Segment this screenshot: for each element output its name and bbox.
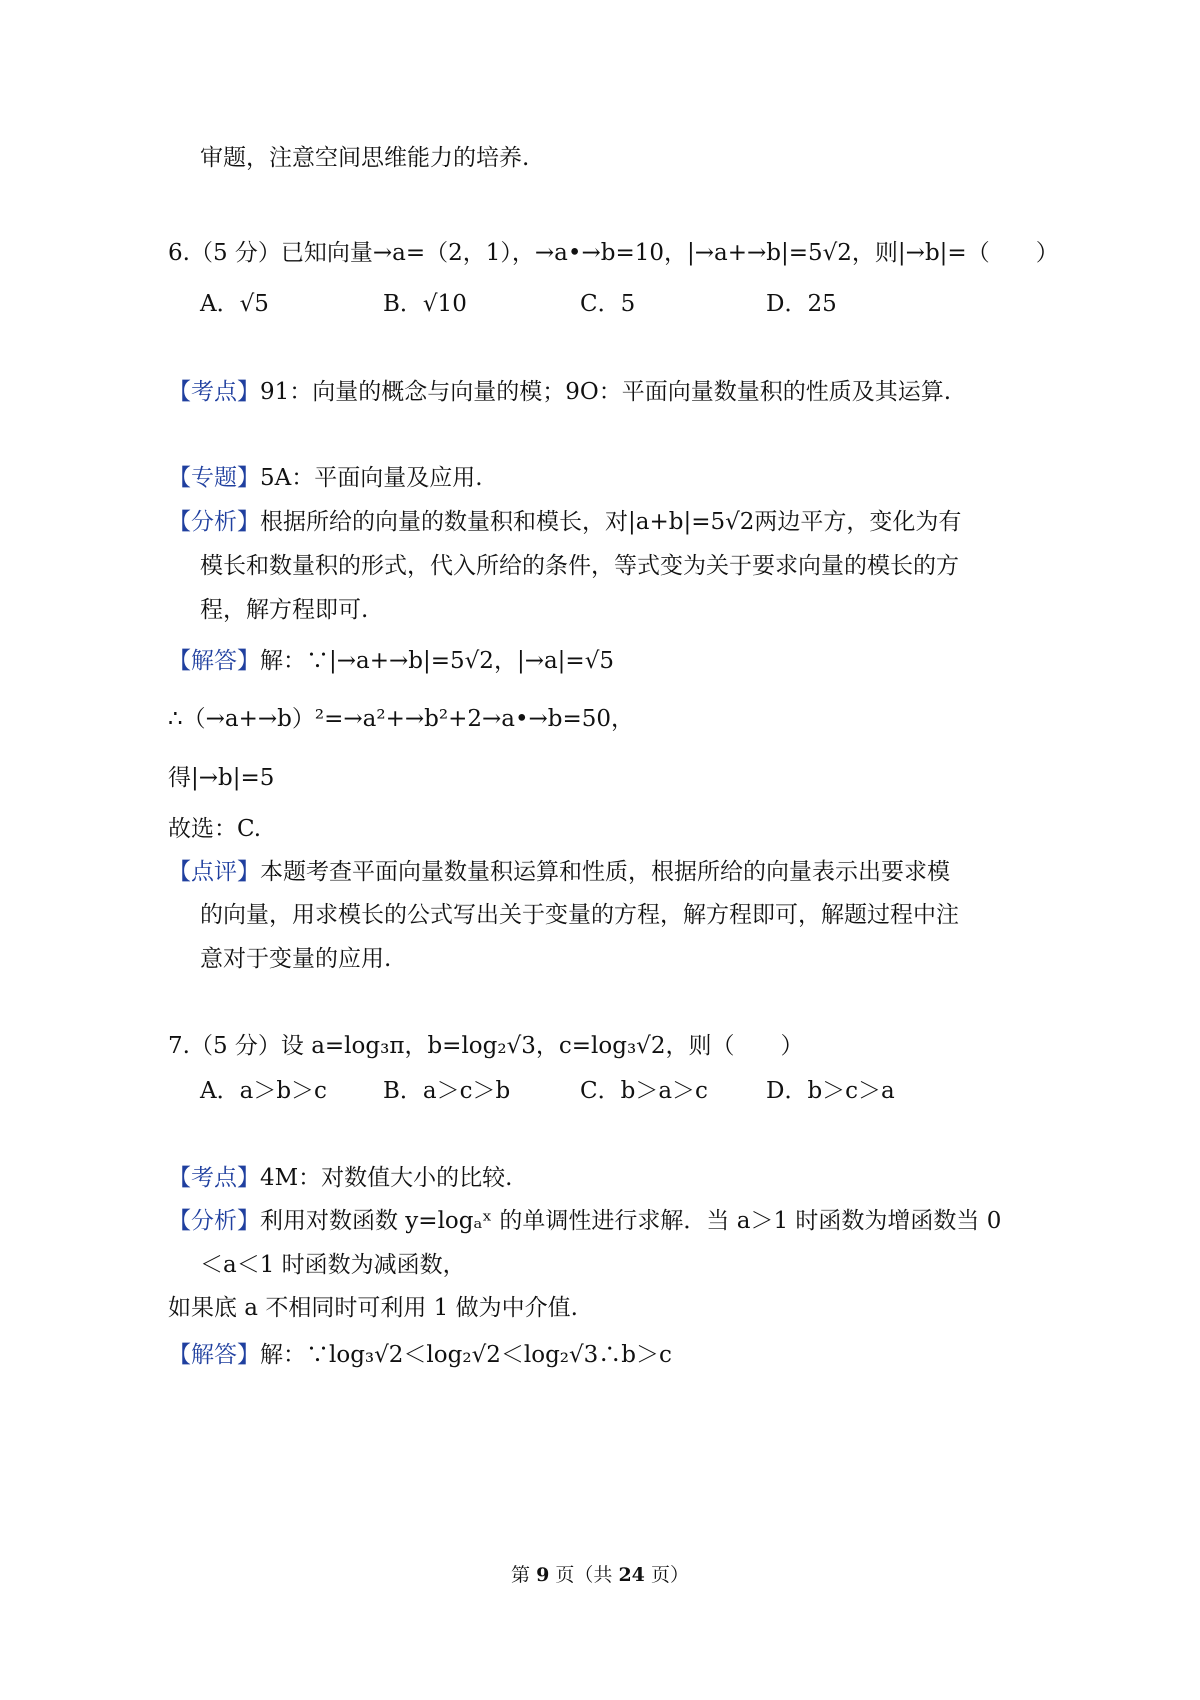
jieda-text: 解：∵log₃√2＜log₂√2＜log₂√3∴b＞c xyxy=(260,1342,672,1368)
question-7: 7.（5 分）设 a=log₃π，b=log₂√3，c=log₃√2，则（ ） xyxy=(168,1033,804,1059)
fenxi-tag: 【分析】 xyxy=(168,1208,260,1234)
dianping-text: 的向量，用求模长的公式写出关于变量的方程，解方程即可，解题过程中注 xyxy=(200,902,959,928)
kaodian-line xyxy=(168,1163,513,1193)
text-line: 审题，注意空间思维能力的培养. xyxy=(200,145,530,171)
question-6: 6.（5 分）已知向量→a=（2，1），→a•→b=10，|→a+→b|=5√2，则|→b|=（ ） xyxy=(168,240,1059,266)
jieda-text: 解：∵|→a+→b|=5√2，|→a|=√5 xyxy=(260,648,614,674)
option-c: C．b＞a＞c xyxy=(580,1078,708,1104)
kaodian-tag: 【考点】 xyxy=(168,1165,260,1191)
option-c: C．5 xyxy=(580,291,636,317)
jieda-tag: 【解答】 xyxy=(168,1342,260,1368)
jieda-line xyxy=(168,646,614,676)
jieda-tag: 【解答】 xyxy=(168,648,260,674)
fenxi-text: 如果底 a 不相同时可利用 1 做为中介值. xyxy=(168,1295,578,1321)
option-a: A．√5 xyxy=(200,291,269,317)
fenxi-text: ＜a＜1 时函数为减函数， xyxy=(200,1252,466,1278)
jieda-line xyxy=(168,1340,672,1370)
dianping-text: 意对于变量的应用. xyxy=(200,946,392,972)
jieda-text: 得|→b|=5 xyxy=(168,765,275,791)
page-number: 9 xyxy=(536,1564,550,1586)
kaodian-line xyxy=(168,377,951,407)
option-d: D．b＞c＞a xyxy=(766,1078,895,1104)
fenxi-text: 程，解方程即可. xyxy=(200,597,369,623)
fenxi-text: 利用对数函数 y=logₐˣ 的单调性进行求解．当 a＞1 时函数为增函数当 0 xyxy=(260,1208,1002,1234)
kaodian-text: 4M：对数值大小的比较. xyxy=(260,1165,513,1191)
kaodian-text: 91：向量的概念与向量的模；9O：平面向量数量积的性质及其运算. xyxy=(260,379,952,405)
kaodian-tag: 【考点】 xyxy=(168,379,260,405)
jieda-text: 故选：C. xyxy=(168,816,262,842)
fenxi-text: 根据所给的向量的数量积和模长，对|a+b|=5√2两边平方，变化为有 xyxy=(260,509,962,535)
footer-post: 页） xyxy=(650,1564,689,1586)
option-a: A．a＞b＞c xyxy=(200,1078,327,1104)
option-b: B．a＞c＞b xyxy=(383,1078,511,1104)
fenxi-tag: 【分析】 xyxy=(168,509,260,535)
zhuanti-tag: 【专题】 xyxy=(168,465,260,491)
option-d: D．25 xyxy=(766,291,837,317)
option-b: B．√10 xyxy=(383,291,467,317)
total-pages: 24 xyxy=(618,1564,645,1586)
zhuanti-line xyxy=(168,463,483,493)
footer-pre: 第 xyxy=(511,1564,531,1586)
footer-mid: 页（共 xyxy=(555,1564,613,1586)
fenxi-line xyxy=(168,1206,1001,1236)
fenxi-line xyxy=(168,507,961,537)
jieda-text: ∴（→a+→b）²=→a²+→b²+2→a•→b=50， xyxy=(168,706,635,732)
fenxi-text: 模长和数量积的形式，代入所给的条件，等式变为关于要求向量的模长的方 xyxy=(200,553,959,579)
dianping-tag: 【点评】 xyxy=(168,859,260,885)
zhuanti-text: 5A：平面向量及应用. xyxy=(260,465,483,491)
dianping-text: 本题考查平面向量数量积运算和性质，根据所给的向量表示出要求模 xyxy=(260,859,950,885)
dianping-line xyxy=(168,857,950,887)
page-footer xyxy=(0,1560,1200,1587)
